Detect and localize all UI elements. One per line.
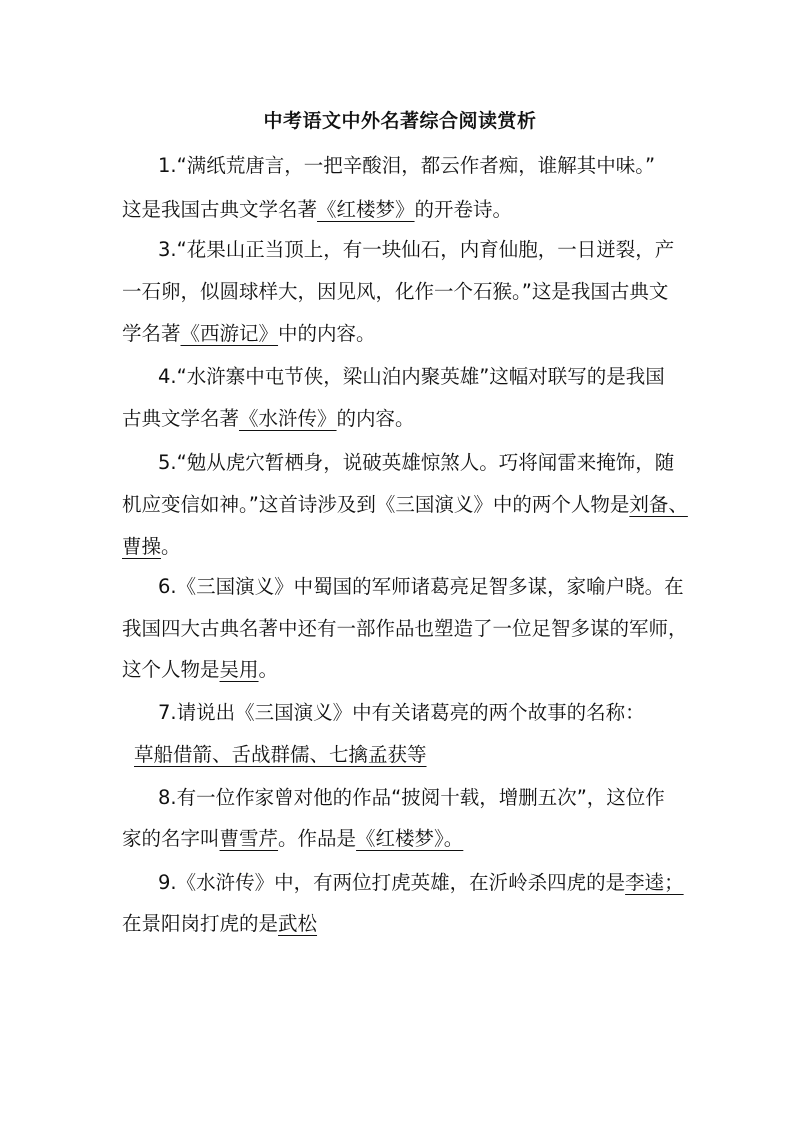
q8-text-mid: 。作品是 [278, 827, 357, 850]
q5-text: 机应变信如神。”这首诗涉及到《三国演义》中的两个人物是 [122, 493, 630, 516]
q6-answer: 吴用 [219, 658, 259, 681]
q7-line1: 7.请说出《三国演义》中有关诸葛亮的两个故事的名称： [158, 701, 645, 724]
q1-text-end: 的开卷诗。 [414, 198, 513, 221]
q8-line1: 8.有一位作家曾对他的作品“披阅十载，增删五次”，这位作 [158, 786, 665, 809]
q6-text: 这个人物是 [122, 658, 220, 681]
q6-line2: 我国四大古典名著中还有一部作品也塑造了一位足智多谋的军师， [122, 617, 688, 640]
q5-answer-2: 曹操 [122, 535, 162, 558]
q8-line2 [122, 825, 463, 853]
q7-answer: 草船借箭、舌战群儒、七擒孟获等 [134, 743, 427, 766]
q3-answer: 《西游记》 [180, 322, 279, 345]
q9-answer-1: 李逵； [625, 871, 684, 894]
q8-answer-1: 曹雪芹 [219, 827, 279, 850]
q4-text-end: 的内容。 [336, 407, 415, 430]
q1-text: 这是我国古典文学名著 [122, 198, 318, 221]
q5-line2 [122, 491, 688, 519]
q5-line3 [122, 533, 181, 561]
q4-answer: 《水浒传》 [239, 407, 337, 430]
q5-answer-1: 刘备、 [629, 493, 688, 516]
q6-line3 [122, 656, 278, 684]
q4-line2 [122, 405, 415, 433]
q9-line2 [122, 910, 317, 938]
q3-line2: 一石卵，似圆球样大，因见风，化作一个石猴。”这是我国古典文 [122, 280, 669, 303]
q9-line1 [158, 869, 684, 897]
q7-answer-line [134, 741, 427, 769]
page-title: 中考语文中外名著综合阅读赏析 [263, 110, 537, 132]
q1-answer: 《红楼梦》 [317, 198, 415, 221]
q4-line1: 4.“水浒寨中屯节侠，梁山泊内聚英雄”这幅对联写的是我国 [158, 365, 665, 388]
q1-line1: 1.“满纸荒唐言，一把辛酸泪，都云作者痴，谁解其中味。” [158, 154, 656, 177]
q9-answer-2: 武松 [278, 912, 318, 935]
q9-text-2: 在景阳岗打虎的是 [122, 912, 279, 935]
q8-answer-2: 《红楼梦》。 [356, 827, 464, 850]
q4-text: 古典文学名著 [122, 407, 240, 430]
q3-text-end: 中的内容。 [278, 322, 376, 345]
q8-text: 家的名字叫 [122, 827, 220, 850]
q5-line1: 5.“勉从虎穴暂栖身，说破英雄惊煞人。巧将闻雷来掩饰，随 [158, 451, 675, 474]
q6-text-end: 。 [258, 658, 279, 681]
q5-text-end: 。 [161, 535, 181, 558]
q6-line1: 6.《三国演义》中蜀国的军师诸葛亮足智多谋，家喻户晓。在 [158, 575, 684, 598]
q3-line3 [122, 320, 376, 348]
q9-text: 9.《水浒传》中，有两位打虎英雄，在沂岭杀四虎的是 [158, 871, 626, 894]
q3-line1: 3.“花果山正当顶上，有一块仙石，内育仙胞，一日迸裂，产 [158, 238, 675, 261]
q3-text: 学名著 [122, 322, 181, 345]
q1-line2 [122, 196, 512, 224]
